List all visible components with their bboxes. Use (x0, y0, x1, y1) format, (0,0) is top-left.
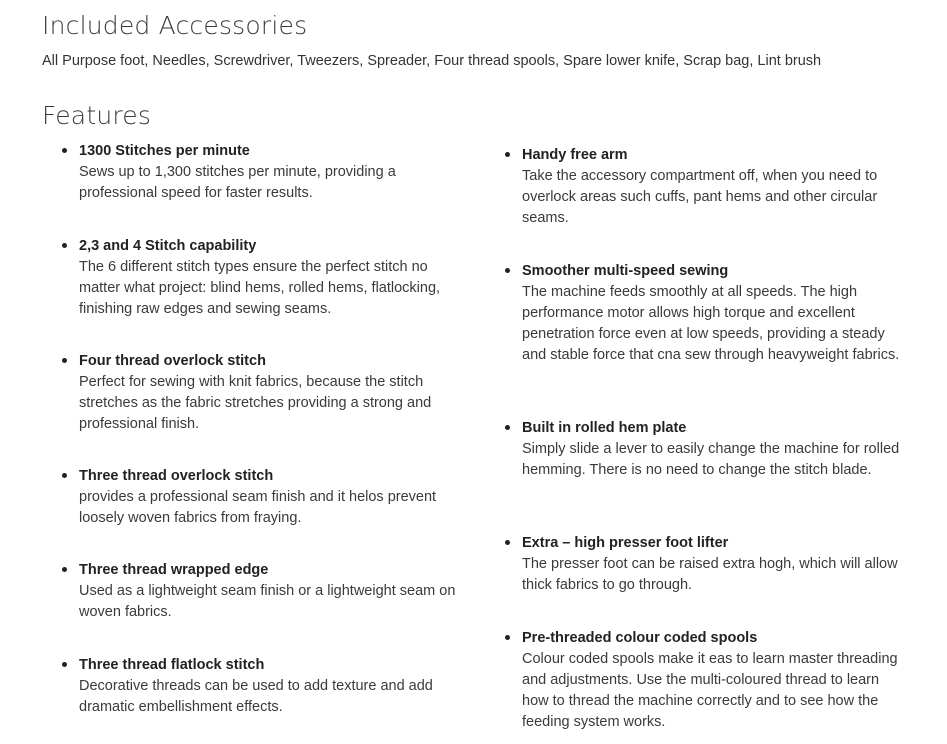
feature-description: Perfect for sewing with knit fabrics, because the stitch stretches as the fabric stretches providing a strong and professional finish. (79, 374, 432, 432)
feature-description: Take the accessory compartment off, when you need to overlock areas such cuffs, pant hems and other circular seams. (522, 168, 878, 226)
feature-description: Sews up to 1,300 stitches per minute, providing a professional speed for faster results. (79, 164, 396, 201)
bullet-icon (62, 473, 67, 478)
feature-name: Four thread overlock stitch (79, 353, 266, 369)
feature-item (522, 418, 907, 481)
feature-item (79, 655, 464, 718)
feature-name: Smoother multi-speed sewing (522, 263, 729, 279)
feature-item (522, 145, 907, 229)
feature-item (79, 560, 464, 623)
feature-item (522, 261, 907, 366)
bullet-icon (505, 268, 510, 273)
feature-name: Three thread overlock stitch (79, 468, 274, 484)
feature-description: Simply slide a lever to easily change the machine for rolled hemming. There is no need to change the stitch blade. (522, 441, 900, 478)
accessories-list: All Purpose foot, Needles, Screwdriver, Tweezers, Spreader, Four thread spools, Spare lower knife, Scrap bag, Lint brush (42, 53, 822, 69)
feature-description: Colour coded spools make it eas to learn master threading and adjustments. Use the multi-coloured thread to learn how to thread the machine correctly and to see how the feeding system works. (522, 651, 898, 730)
bullet-icon (62, 358, 67, 363)
feature-item (79, 466, 464, 529)
accessories-title: Included Accessories (42, 11, 308, 40)
feature-name: Pre-threaded colour coded spools (522, 630, 758, 646)
feature-item (79, 236, 464, 320)
feature-item (522, 628, 907, 733)
feature-name: Three thread flatlock stitch (79, 657, 265, 673)
feature-description: The 6 different stitch types ensure the perfect stitch no matter what project: blind hems, rolled hems, flatlocking, finishing raw edges and sewing seams. (79, 259, 441, 317)
feature-description: The presser foot can be raised extra hogh, which will allow thick fabrics to go through. (522, 556, 898, 593)
feature-description: Decorative threads can be used to add texture and add dramatic embellishment effects. (79, 678, 433, 715)
feature-name: Three thread wrapped edge (79, 562, 269, 578)
bullet-icon (62, 567, 67, 572)
feature-name: Built in rolled hem plate (522, 420, 687, 436)
feature-name: Handy free arm (522, 147, 628, 163)
feature-description: The machine feeds smoothly at all speeds. The high performance motor allows high torque and excellent penetration force even at low speeds, providing a steady and stable force that cna sew through heavyweight fabrics. (522, 284, 900, 363)
bullet-icon (62, 243, 67, 248)
bullet-icon (505, 540, 510, 545)
feature-item (79, 351, 464, 435)
bullet-icon (505, 635, 510, 640)
bullet-icon (62, 148, 67, 153)
bullet-icon (62, 662, 67, 667)
feature-item (79, 141, 469, 204)
feature-name: 1300 Stitches per minute (79, 143, 250, 159)
bullet-icon (505, 152, 510, 157)
feature-name: 2,3 and 4 Stitch capability (79, 238, 257, 254)
feature-name: Extra – high presser foot lifter (522, 535, 729, 551)
bullet-icon (505, 425, 510, 430)
feature-item (522, 533, 907, 596)
feature-description: Used as a lightweight seam finish or a lightweight seam on woven fabrics. (79, 583, 456, 620)
feature-description: provides a professional seam finish and it helos prevent loosely woven fabrics from fraying. (79, 489, 437, 526)
features-title: Features (42, 101, 152, 130)
